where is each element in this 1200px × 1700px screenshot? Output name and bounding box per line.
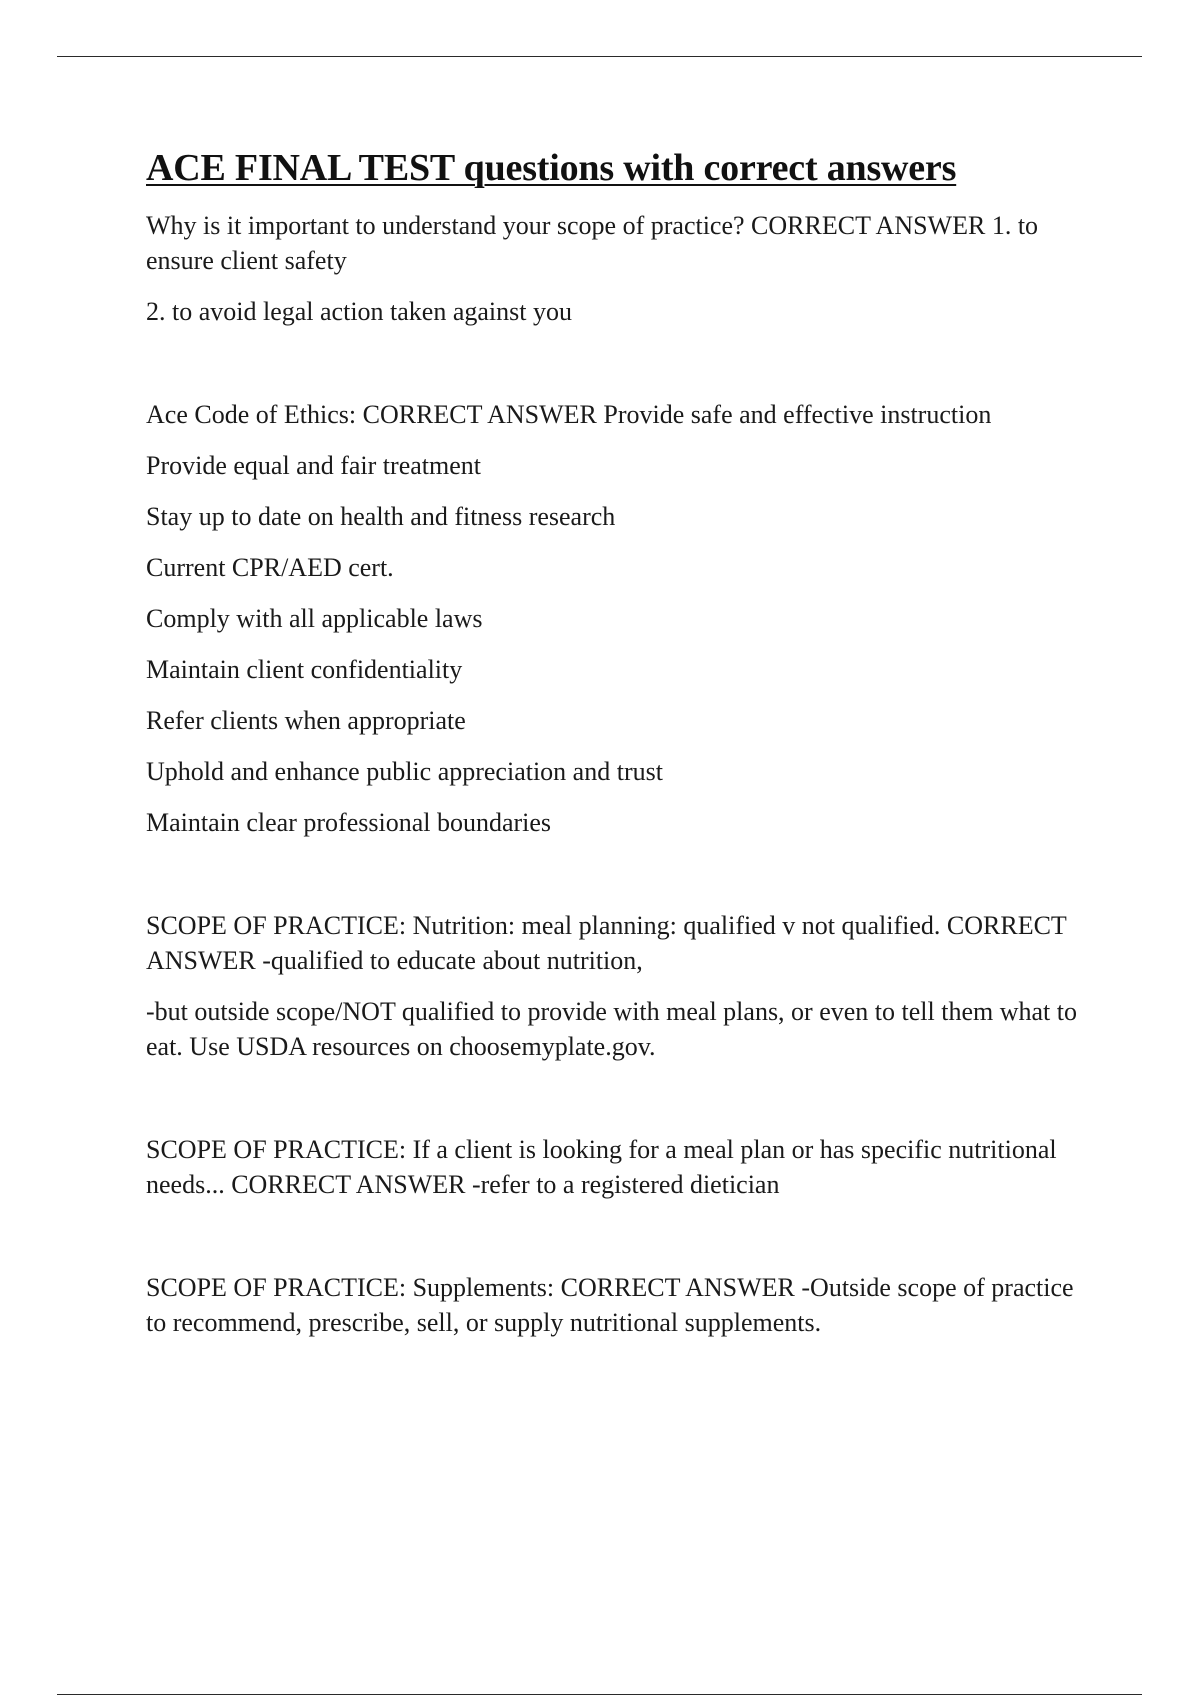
question-answer-text: Why is it important to understand your scope of practice? CORRECT ANSWER 1. to ensure client safety (146, 211, 1039, 275)
qa-block-nutrition-meal-planning (146, 908, 1096, 1064)
answer-continuation: 2. to avoid legal action taken against you (146, 297, 572, 326)
block-gap (146, 345, 1096, 397)
answer-continuation: -but outside scope/NOT qualified to provide with meal plans, or even to tell them what to eat. Use USDA resources on choosemyplate.gov. (146, 997, 1077, 1061)
block-gap (146, 1218, 1096, 1270)
answer-line: Uphold and enhance public appreciation and trust (146, 757, 663, 786)
answer-line: Stay up to date on health and fitness research (146, 502, 616, 531)
answer-line: Maintain client confidentiality (146, 655, 463, 684)
block-gap (146, 1080, 1096, 1132)
qa-block-scope-importance (146, 208, 1096, 329)
qa-block-supplements (146, 1270, 1096, 1340)
block-gap (146, 856, 1096, 908)
answer-line: Comply with all applicable laws (146, 604, 483, 633)
question-answer-text: SCOPE OF PRACTICE: Nutrition: meal planning: qualified v not qualified. CORRECT ANSWER -qualified to educate about nutrition, (146, 911, 1067, 975)
qa-block-code-of-ethics (146, 397, 1096, 840)
qa-block-meal-plan-referral (146, 1132, 1096, 1202)
header-rule (57, 56, 1142, 57)
question-answer-text: SCOPE OF PRACTICE: If a client is looking for a meal plan or has specific nutritional needs... CORRECT ANSWER -refer to a registered dietician (146, 1135, 1057, 1199)
page-title: ACE FINAL TEST questions with correct answers (146, 147, 957, 189)
footer-rule (57, 1694, 1142, 1695)
document-body (146, 146, 1096, 1356)
question-answer-text: SCOPE OF PRACTICE: Supplements: CORRECT ANSWER -Outside scope of practice to recommend, prescribe, sell, or supply nutritional supplements. (146, 1273, 1074, 1337)
question-answer-text: Ace Code of Ethics: CORRECT ANSWER Provide safe and effective instruction (146, 400, 992, 429)
answer-line: Maintain clear professional boundaries (146, 808, 552, 837)
answer-line: Current CPR/AED cert. (146, 553, 394, 582)
answer-line: Provide equal and fair treatment (146, 451, 481, 480)
answer-line: Refer clients when appropriate (146, 706, 466, 735)
